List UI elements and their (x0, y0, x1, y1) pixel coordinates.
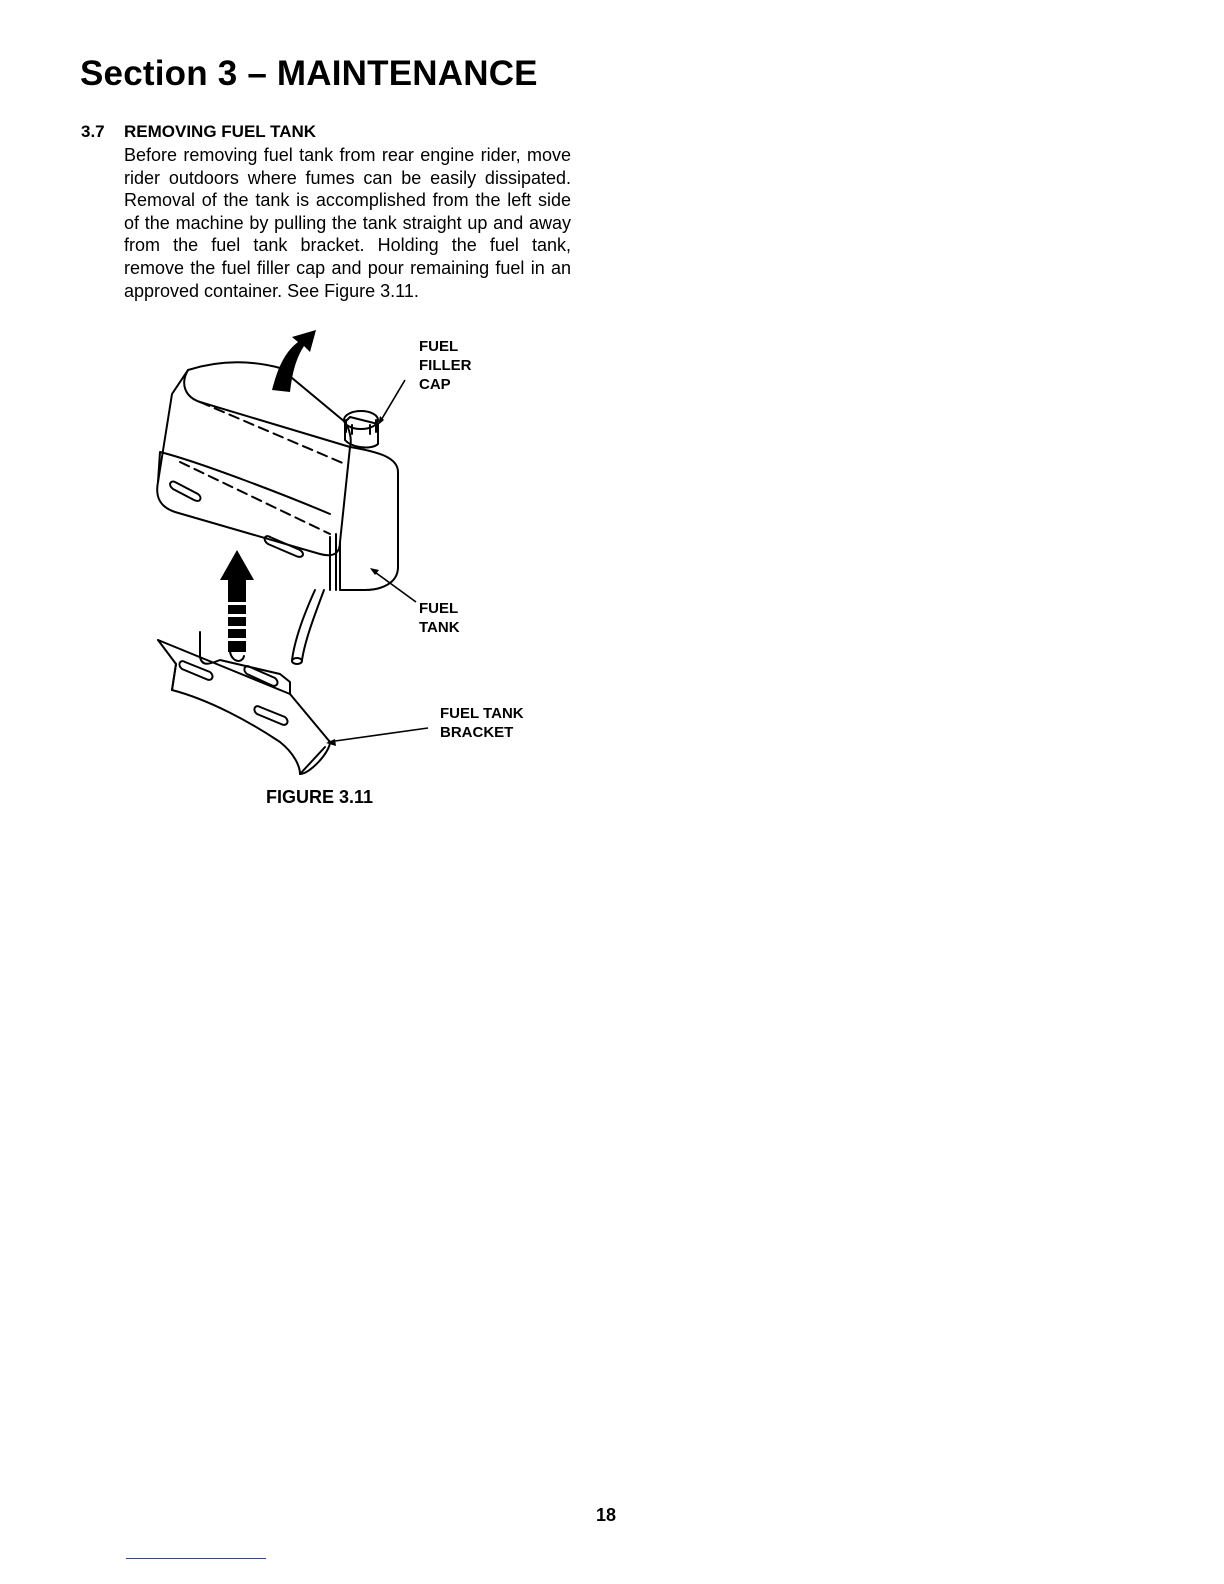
tank-front-outline (157, 370, 350, 555)
figure-fuel-tank-removal (140, 322, 550, 782)
tank-top-outline (184, 362, 351, 447)
bracket-notch (230, 652, 244, 661)
figure-caption: FIGURE 3.11 (266, 787, 374, 807)
section-title: Section 3 – MAINTENANCE (80, 54, 538, 93)
fuel-line (292, 590, 324, 660)
subsection-number: 3.7 (81, 122, 105, 141)
bracket-slot-3 (254, 706, 287, 725)
label-fuel-tank-bracket: FUEL TANK BRACKET (440, 705, 524, 741)
subsection-title: REMOVING FUEL TANK (124, 122, 317, 141)
leader-bracket (328, 728, 428, 742)
arrow-stripe (226, 638, 248, 641)
label-fuel-tank: FUEL TANK (419, 600, 460, 636)
bracket-body-outline (158, 640, 330, 774)
up-arrow-upper (272, 330, 316, 392)
subsection-body: Before removing fuel tank from rear engine rider, move rider outdoors where fumes can be easily dissipated. Removal of the tank is accomplished from the left side of the machine by pulling the tank straight up and away from the fuel tank bracket. Holding the fuel tank, remove the fuel filler cap and pour remaining fuel in an approved container. See Figure 3.11. (124, 145, 571, 301)
up-arrow-lower (220, 550, 254, 652)
arrow-stripe (226, 614, 248, 617)
page-number: 18 (596, 1505, 617, 1525)
footer-rule (126, 1558, 266, 1559)
subsection-heading (81, 122, 316, 142)
arrow-stripe (226, 626, 248, 629)
label-fuel-filler-cap: FUEL FILLER CAP (419, 338, 472, 393)
tank-front-panel (158, 452, 330, 514)
tank-recess-dashes (180, 402, 345, 534)
arrow-stripe (226, 602, 248, 605)
tank-ribs (330, 534, 336, 590)
leader-filler-cap (380, 380, 405, 422)
fuel-line-end (292, 658, 302, 664)
tank-slot-left (170, 482, 200, 501)
leader-fuel-tank (372, 570, 416, 602)
